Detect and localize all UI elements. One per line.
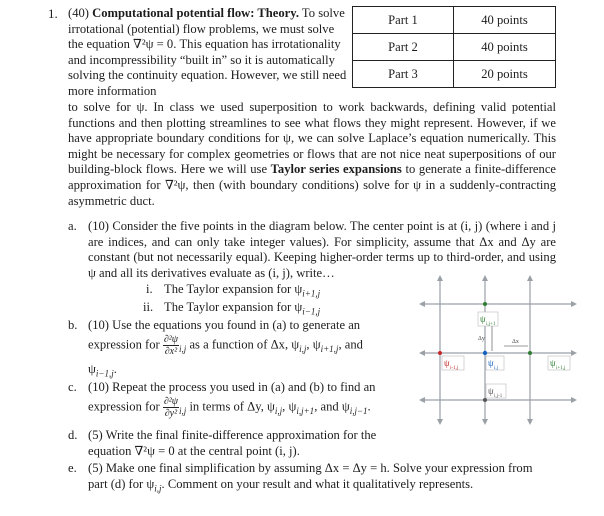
label-center [486,356,504,371]
left-point [438,351,442,355]
label-left-text: ψ [444,358,450,368]
label-right-sub: i+1,j [556,366,566,371]
points-table [352,6,556,88]
fraction-denominator: ∂y² [164,408,178,419]
part-b-expr-pre: expression for [88,337,160,352]
table-row [353,7,556,34]
intro-text: To solve irrotational (potential) flow problems, we must solve the equation ∇²ψ = 0. This equation has irrotationality and incompressibility “built in” so it is automatically solving the continuity equation. However, we still need more information [68,6,347,98]
part-a-label: a. [68,219,77,233]
label-bottom-text: ψ [488,386,494,396]
fraction-numerator: ∂²ψ [163,396,179,407]
part-a-text: (10) Consider the five points in the diagram below. The center point is at (i, j) (where i and j are indices, and can only take integer values). For simplicity, assume that Δx and Δy are constant (but not necessarily equal). Keeping higher-order terms up to third-order, and using ψ and all its derivatives evaluate as (i, j), write… [88,219,556,280]
var-sub: i−1,j [95,368,114,379]
bottom-point [483,398,487,402]
part-b-label: b. [68,318,78,332]
question-number: 1. [48,6,58,21]
var-sub: i,j+1 [296,405,315,416]
part-d-line2: equation ∇²ψ = 0 at the central point (i, j). [88,444,300,458]
label-left [442,356,464,371]
part-cell: Part 2 [353,34,454,61]
top-point [483,302,487,306]
question-intro [68,6,348,100]
table-row [353,34,556,61]
var-sep: , ψ [306,337,321,352]
part-a-ii-index: i−1,j [302,306,321,317]
intro-text-a: to solve for ψ. In class we used superposition to work backwards, defining valid potential functions and then plotting streamlines to see what flows they might represent. However, if we have appropriate boundary conditions for ψ, we can solve Laplace’s equation numerically. This might be necessary for complex geometries or flows that are not nice neat superpositions of our building-block flows. Here we will use [68,100,556,177]
fraction-numerator: ∂²ψ [163,334,179,345]
part-c-expr-pre: expression for [88,399,160,414]
part-d-label: d. [68,428,78,442]
var-sep: , and ψ [314,399,350,414]
dy-label: Δy [478,336,485,342]
label-right [548,356,570,371]
dx-label: Δx [512,339,519,345]
points-cell: 40 points [454,34,556,61]
part-e-line2 [88,477,473,497]
part-a-i-main: The Taylor expansion for ψ [164,282,303,296]
part-a-ii-main: The Taylor expansion for ψ [164,300,303,314]
label-bottom [486,384,506,399]
label-bottom-sub: i,j-1 [494,394,503,399]
points-cell: 20 points [454,61,556,88]
intro-title: Computational potential flow: Theory. [92,6,300,20]
label-right-text: ψ [550,358,556,368]
table-row [353,61,556,88]
question-intro-continued [68,100,556,209]
var-sep: , ψ [282,399,297,414]
part-a-i-label: i. [146,282,153,296]
part-c-fraction [163,396,179,419]
label-top-sub: i,j+1 [486,322,496,327]
part-b-line1: (10) Use the equations you found in (a) to generate an [88,318,361,332]
part-a-i-index: i+1,j [302,288,321,299]
intro-bold: Taylor series expansions [270,162,402,177]
part-d-line1: (5) Write the final finite-difference approximation for the [88,428,377,442]
center-point [483,351,487,355]
part-c-expr-post: in terms of Δy, ψ [189,399,275,414]
var-sub: i+1,j [320,343,339,354]
var-sub: i,j−1 [349,405,368,416]
var-sub: i,j [299,343,307,354]
part-c-line1: (10) Repeat the process you used in (a) and (b) to find an [88,380,376,394]
label-center-text: ψ [488,358,494,368]
part-b-fraction [163,334,179,357]
var-main: ψ [88,362,96,376]
label-center-sub: i,j [494,366,499,371]
part-e-main: part (d) for ψ [88,477,155,491]
var-end: . [113,362,117,376]
part-cell: Part 3 [353,61,454,88]
part-e-line1: (5) Make one final simplification by assuming Δx = Δy = h. Solve your expression from [88,461,533,475]
var-sub: i,j [274,405,283,416]
part-e-sub: i,j [154,483,162,494]
intro-text-b: to generate a finite-difference approximation for ∇²ψ, then (with boundary conditions) solve for ψ in a suddenly-contracting asymmetric duct. [68,162,557,208]
part-c-label: c. [68,380,77,394]
fraction-denominator: ∂x² [164,346,178,357]
grid-lines [422,278,574,422]
part-a-ii-label: ii. [143,300,154,314]
part-cell: Part 1 [353,7,454,34]
intro-points: (40) [68,6,93,20]
part-b-expression [88,334,363,359]
grid-diagram [418,274,578,426]
var-end: . [367,399,371,414]
points-cell: 40 points [454,7,556,34]
part-b-expr-post: as a function of Δx, ψ [189,337,300,352]
label-left-sub: i-1,j [450,366,459,371]
fraction-subscript: i,j [179,405,187,416]
fraction-subscript: i,j [179,343,187,354]
right-point [528,351,532,355]
part-e-label: e. [68,461,77,475]
part-e-post: . Comment on your result and what it qualitatively represents. [161,477,474,491]
label-top [478,312,498,327]
var-sep: , and [338,337,363,352]
label-top-text: ψ [480,314,486,324]
part-c-expression [88,396,371,421]
